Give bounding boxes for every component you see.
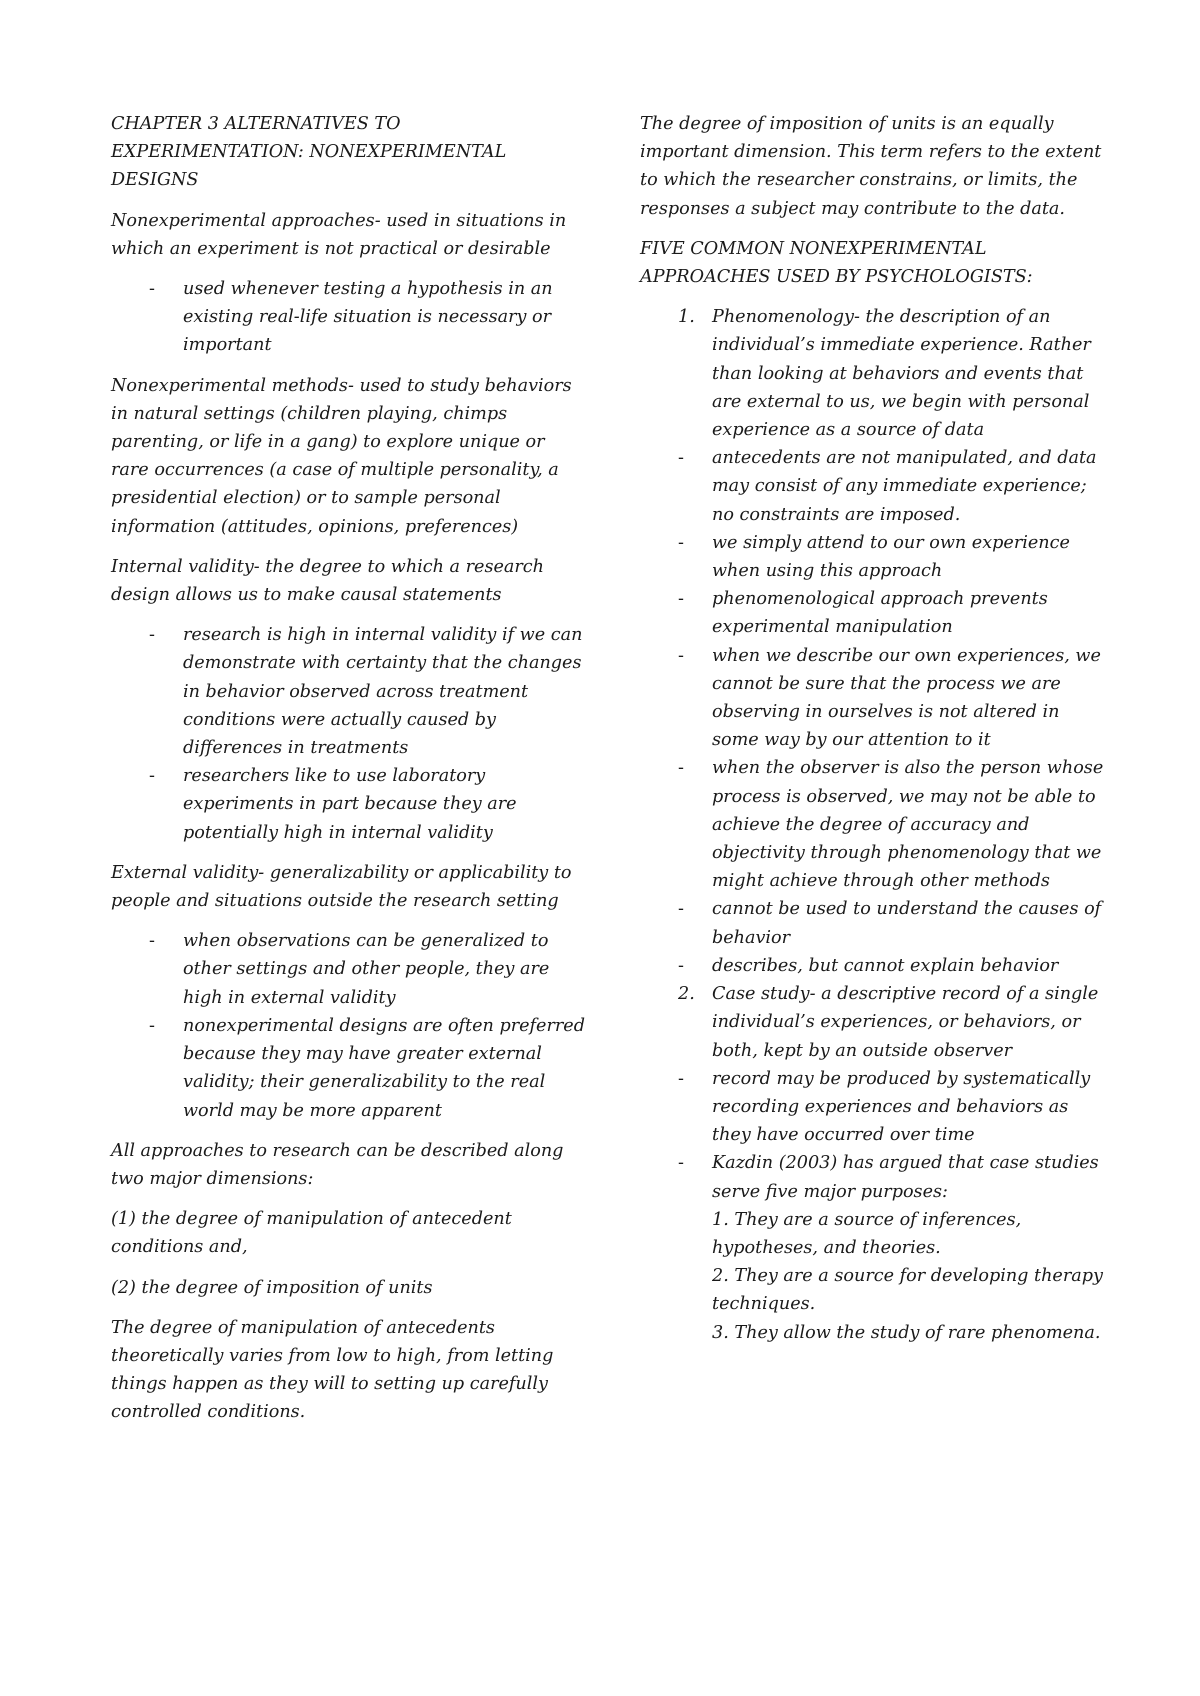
list-item: - used whenever testing a hypothesis in an existing real-life situation is necessary or important (111, 275, 586, 360)
item-number: 1. (678, 307, 695, 328)
kazdin-purpose: 1. They are a source of inferences, hypotheses, and theories. (712, 1209, 1022, 1258)
list-item: - record may be produced by systematically recording experiences and behaviors as they have occurred over time (640, 1065, 1105, 1150)
kazdin-purpose: 2. They are a source for developing therapy techniques. (712, 1266, 1103, 1315)
phenomenology-definition: Phenomenology- the description of an individual’s immediate experience. Rather than looking at behaviors and events that are external to us, we begin with personal experience as a source of data (712, 307, 1091, 441)
list-item: - describes, but cannot explain behavior (640, 952, 1105, 980)
kazdin-purpose: 3. They allow the study of rare phenomena. (712, 1322, 1101, 1343)
list-item: - when the observer is also the person whose process is observed, we may not be able to achieve the degree of accuracy and objectivity through phenomenology that we might achieve through other methods (640, 754, 1105, 895)
nonexperimental-methods-definition: Nonexperimental methods- used to study behaviors in natural settings (children playing, chimps parenting, or life in a gang) to explore unique or rare occurrences (a case of multiple personality, a presidential election) or to sample personal information (attitudes, opinions, preferences) (111, 375, 572, 537)
imposition-paragraph: The degree of imposition of units is an equally important dimension. This term refers to the extent to which the researcher constrains, or limits, the responses a subject may contribute to the data. (640, 114, 1102, 219)
numbered-item-case-study (640, 980, 1105, 1065)
external-validity-bullets (111, 927, 586, 1124)
list-item: - research is high in internal validity if we can demonstrate with certainty that the changes in behavior observed across treatment conditions were actually caused by differences in treatments (111, 621, 586, 762)
dimension-two: (2) the degree of imposition of units (111, 1277, 433, 1298)
list-item-kazdin (640, 1149, 1105, 1346)
chapter-title: CHAPTER 3 ALTERNATIVES TO EXPERIMENTATION: NONEXPERIMENTAL DESIGNS (111, 114, 507, 191)
list-item: - antecedents are not manipulated, and data may consist of any immediate experience; no constraints are imposed. (640, 444, 1105, 529)
numbered-item-phenomenology (640, 303, 1105, 444)
five-approaches-heading: FIVE COMMON NONEXPERIMENTAL APPROACHES USED BY PSYCHOLOGISTS: (640, 238, 1033, 288)
case-study-definition: Case study- a descriptive record of a single individual’s experiences, or behaviors, or both, kept by an outside observer (712, 984, 1099, 1061)
external-validity-definition: External validity- generalizability or applicability to people and situations outside the research setting (111, 862, 572, 912)
list-item: - researchers like to use laboratory experiments in part because they are potentially high in internal validity (111, 762, 586, 847)
dimension-one: (1) the degree of manipulation of antecedent conditions and, (111, 1209, 512, 1258)
right-column (640, 110, 1105, 1359)
item-number: 2. (678, 984, 695, 1005)
list-item: - when we describe our own experiences, we cannot be sure that the process we are observing in ourselves is not altered in some way by our attention to it (640, 642, 1105, 755)
internal-validity-definition: Internal validity- the degree to which a research design allows us to make causal statements (111, 556, 544, 606)
list-item: - we simply attend to our own experience when using this approach (640, 529, 1105, 585)
list-item: - nonexperimental designs are often preferred because they may have greater external validity; their generalizability to the real world may be more apparent (111, 1012, 586, 1125)
nonexperimental-approaches-definition: Nonexperimental approaches- used in situations in which an experiment is not practical or desirable (111, 210, 567, 259)
list-item: - when observations can be generalized to other settings and other people, they are high in external validity (111, 927, 586, 1012)
internal-validity-bullets (111, 621, 586, 847)
case-study-bullets (640, 1065, 1105, 1347)
left-column (111, 110, 586, 1439)
phenomenology-bullets (640, 444, 1105, 980)
dimensions-intro: All approaches to research can be described along two major dimensions: (111, 1140, 564, 1189)
nonexperimental-approaches-bullets (111, 275, 586, 360)
manipulation-paragraph: The degree of manipulation of antecedents theoretically varies from low to high, from letting things happen as they will to setting up carefully controlled conditions. (111, 1317, 554, 1423)
list-item: - phenomenological approach prevents experimental manipulation (640, 585, 1105, 641)
kazdin-intro: - Kazdin (2003) has argued that case studies serve five major purposes: (712, 1153, 1099, 1202)
list-item: - cannot be used to understand the causes of behavior (640, 895, 1105, 951)
